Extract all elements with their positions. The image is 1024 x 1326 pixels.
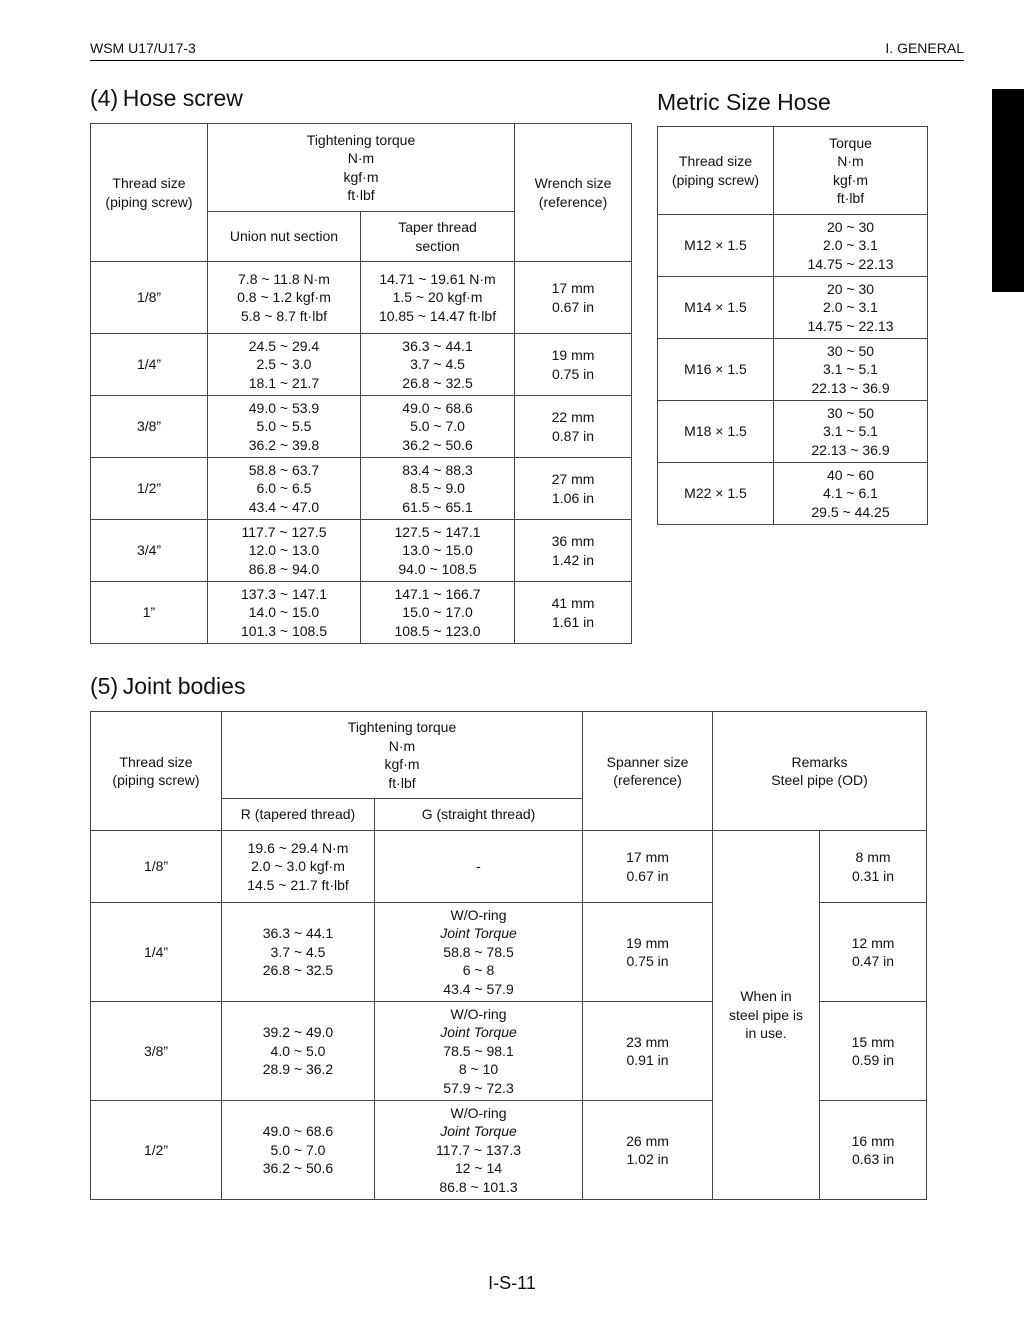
metric-size-hose-title: Metric Size Hose (657, 89, 831, 115)
steel-pipe-od-cell: 8 mm 0.31 in (820, 831, 927, 903)
metric-size-hose-table (657, 126, 928, 525)
wrench-size-cell: 22 mm 0.87 in (515, 396, 632, 458)
torque-cell: 20 ~ 30 2.0 ~ 3.1 14.75 ~ 22.13 (774, 215, 928, 277)
g-straight-thread-header: G (straight thread) (375, 799, 583, 831)
wrench-size-cell: 17 mm 0.67 in (515, 262, 632, 334)
table-row (91, 582, 632, 644)
thread-size-cell: M22 × 1.5 (658, 463, 774, 525)
taper-thread-torque-cell: 147.1 ~ 166.7 15.0 ~ 17.0 108.5 ~ 123.0 (361, 582, 515, 644)
torque-header: Torque N·m kgf·m ft·lbf (774, 127, 928, 215)
thread-size-cell: M12 × 1.5 (658, 215, 774, 277)
torque-cell: 30 ~ 50 3.1 ~ 5.1 22.13 ~ 36.9 (774, 339, 928, 401)
table-row (91, 458, 632, 520)
taper-thread-torque-cell: 36.3 ~ 44.1 3.7 ~ 4.5 26.8 ~ 32.5 (361, 334, 515, 396)
wrench-size-cell: 19 mm 0.75 in (515, 334, 632, 396)
table-row (658, 401, 928, 463)
thread-size-header: Thread size (piping screw) (658, 127, 774, 215)
header-rule (90, 60, 964, 61)
thread-size-cell: 1/2” (91, 1101, 222, 1200)
union-nut-torque-cell: 137.3 ~ 147.1 14.0 ~ 15.0 101.3 ~ 108.5 (208, 582, 361, 644)
table-row (91, 262, 632, 334)
g-torque-cell: W/O-ring Joint Torque 78.5 ~ 98.1 8 ~ 10 57.9 ~ 72.3 (375, 1002, 583, 1101)
torque-cell: 20 ~ 30 2.0 ~ 3.1 14.75 ~ 22.13 (774, 277, 928, 339)
table-row (658, 339, 928, 401)
wrench-size-cell: 27 mm 1.06 in (515, 458, 632, 520)
spanner-size-header: Spanner size (reference) (583, 712, 713, 831)
spanner-size-cell: 23 mm 0.91 in (583, 1002, 713, 1101)
table-row (91, 831, 927, 903)
joint-bodies-table (90, 711, 927, 1200)
r-torque-cell: 39.2 ~ 49.0 4.0 ~ 5.0 28.9 ~ 36.2 (222, 1002, 375, 1101)
document-code: WSM U17/U17-3 (90, 40, 196, 56)
joint-bodies-title: (5) Joint bodies (90, 673, 246, 699)
thread-size-cell: 1/8” (91, 262, 208, 334)
remarks-note-cell: When in steel pipe is in use. (713, 831, 820, 1200)
thread-size-cell: 1/2” (91, 458, 208, 520)
tightening-torque-header: Tightening torque N·m kgf·m ft·lbf (222, 712, 583, 799)
table-row (91, 334, 632, 396)
taper-thread-torque-cell: 14.71 ~ 19.61 N·m 1.5 ~ 20 kgf·m 10.85 ~ 14.47 ft·lbf (361, 262, 515, 334)
thread-size-header: Thread size (piping screw) (91, 124, 208, 262)
spanner-size-cell: 19 mm 0.75 in (583, 903, 713, 1002)
hose-screw-title: (4) Hose screw (90, 85, 243, 111)
union-nut-torque-cell: 49.0 ~ 53.9 5.0 ~ 5.5 36.2 ~ 39.8 (208, 396, 361, 458)
thread-size-cell: 1” (91, 582, 208, 644)
r-torque-cell: 19.6 ~ 29.4 N·m 2.0 ~ 3.0 kgf·m 14.5 ~ 21.7 ft·lbf (222, 831, 375, 903)
steel-pipe-od-cell: 15 mm 0.59 in (820, 1002, 927, 1101)
page-number: I-S-11 (488, 1273, 536, 1293)
r-torque-cell: 36.3 ~ 44.1 3.7 ~ 4.5 26.8 ~ 32.5 (222, 903, 375, 1002)
thread-size-cell: M16 × 1.5 (658, 339, 774, 401)
table-row (658, 463, 928, 525)
thread-size-header: Thread size (piping screw) (91, 712, 222, 831)
table-row (658, 277, 928, 339)
g-torque-cell: W/O-ring Joint Torque 58.8 ~ 78.5 6 ~ 8 43.4 ~ 57.9 (375, 903, 583, 1002)
r-tapered-thread-header: R (tapered thread) (222, 799, 375, 831)
thread-size-cell: 3/8” (91, 396, 208, 458)
wrench-size-cell: 41 mm 1.61 in (515, 582, 632, 644)
section-name: I. GENERAL (885, 40, 964, 56)
remarks-header: Remarks Steel pipe (OD) (713, 712, 927, 831)
wrench-size-cell: 36 mm 1.42 in (515, 520, 632, 582)
table-row (91, 520, 632, 582)
thread-size-cell: 1/4” (91, 334, 208, 396)
thread-size-cell: 1/4” (91, 903, 222, 1002)
tightening-torque-header: Tightening torque N·m kgf·m ft·lbf (208, 124, 515, 212)
union-nut-torque-cell: 58.8 ~ 63.7 6.0 ~ 6.5 43.4 ~ 47.0 (208, 458, 361, 520)
union-nut-header: Union nut section (208, 212, 361, 262)
union-nut-torque-cell: 117.7 ~ 127.5 12.0 ~ 13.0 86.8 ~ 94.0 (208, 520, 361, 582)
thread-size-cell: 3/8” (91, 1002, 222, 1101)
thread-size-cell: 3/4” (91, 520, 208, 582)
hose-screw-table (90, 123, 632, 644)
steel-pipe-od-cell: 12 mm 0.47 in (820, 903, 927, 1002)
union-nut-torque-cell: 24.5 ~ 29.4 2.5 ~ 3.0 18.1 ~ 21.7 (208, 334, 361, 396)
taper-thread-header: Taper thread section (361, 212, 515, 262)
thread-size-cell: M18 × 1.5 (658, 401, 774, 463)
spanner-size-cell: 26 mm 1.02 in (583, 1101, 713, 1200)
wrench-size-header: Wrench size (reference) (515, 124, 632, 262)
taper-thread-torque-cell: 83.4 ~ 88.3 8.5 ~ 9.0 61.5 ~ 65.1 (361, 458, 515, 520)
thread-size-cell: M14 × 1.5 (658, 277, 774, 339)
table-row (658, 215, 928, 277)
union-nut-torque-cell: 7.8 ~ 11.8 N·m 0.8 ~ 1.2 kgf·m 5.8 ~ 8.7 ft·lbf (208, 262, 361, 334)
torque-cell: 30 ~ 50 3.1 ~ 5.1 22.13 ~ 36.9 (774, 401, 928, 463)
taper-thread-torque-cell: 127.5 ~ 147.1 13.0 ~ 15.0 94.0 ~ 108.5 (361, 520, 515, 582)
torque-cell: 40 ~ 60 4.1 ~ 6.1 29.5 ~ 44.25 (774, 463, 928, 525)
section-tab-marker (992, 89, 1024, 292)
thread-size-cell: 1/8” (91, 831, 222, 903)
taper-thread-torque-cell: 49.0 ~ 68.6 5.0 ~ 7.0 36.2 ~ 50.6 (361, 396, 515, 458)
r-torque-cell: 49.0 ~ 68.6 5.0 ~ 7.0 36.2 ~ 50.6 (222, 1101, 375, 1200)
g-torque-cell: - (375, 831, 583, 903)
spanner-size-cell: 17 mm 0.67 in (583, 831, 713, 903)
g-torque-cell: W/O-ring Joint Torque 117.7 ~ 137.3 12 ~ 14 86.8 ~ 101.3 (375, 1101, 583, 1200)
steel-pipe-od-cell: 16 mm 0.63 in (820, 1101, 927, 1200)
table-row (91, 396, 632, 458)
